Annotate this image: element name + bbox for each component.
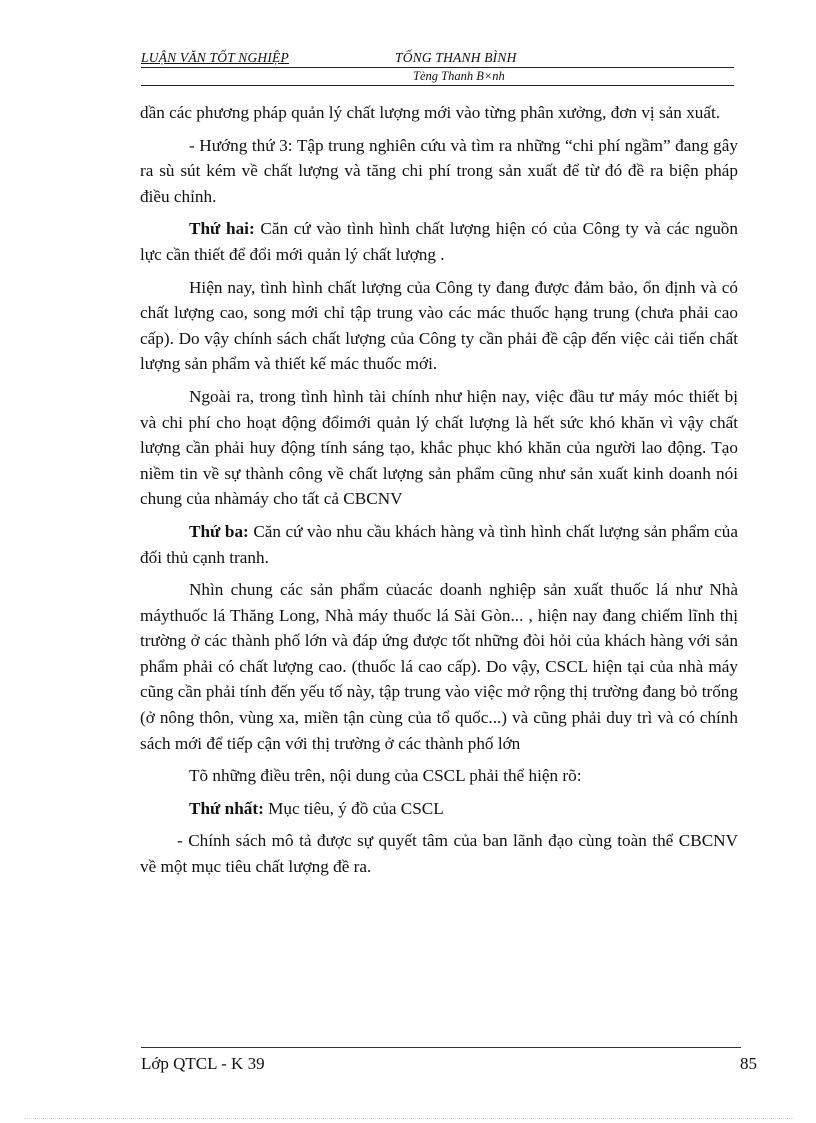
paragraph bbox=[140, 763, 738, 789]
paragraph bbox=[140, 133, 738, 210]
paragraph-text: dần các phương pháp quản lý chất lượng mới vào từng phân xưởng, đơn vị sản xuất. bbox=[140, 103, 721, 122]
paragraph bbox=[140, 275, 738, 377]
author-name-alt: Tèng Thanh B×nh bbox=[413, 69, 505, 83]
paragraph-text: Hiện nay, tình hình chất lượng của Công ty đang được đảm bảo, ổn định và có chất lượng cao, song mới chỉ tập trung vào các mác thuốc hạng trung (chưa phải cao cấp). Do vậy chính sách chất lượng của Công ty cần phải đề cập đến việc cải tiến chất lượng sản phẩm và thiết kế mác thuốc mới. bbox=[140, 277, 738, 374]
class-label: Lớp QTCL - K 39 bbox=[141, 1054, 265, 1073]
paragraph-text: Tõ những điều trên, nội dung của CSCL phải thể hiện rõ: bbox=[189, 766, 582, 786]
paragraph-text: Ngoài ra, trong tình hình tài chính như hiện nay, việc đầu tư máy móc thiết bị và chi phí cho hoạt động đổimới quản lý chất lượng là hết sức khó khăn vì vậy chất lượng cần phải huy động tính sáng tạo, khắc phục khó khăn của người lao động. Tạo niềm tin về sự thành công về chất lượng sản phẩm cũng như sản xuất kinh doanh nói chung của nhàmáy cho tất cả CBCNV bbox=[140, 386, 738, 509]
paragraph-bold: Thứ ba: bbox=[189, 521, 249, 541]
author-name: TỐNG THANH BÌNH bbox=[395, 50, 517, 65]
page-header bbox=[141, 49, 734, 87]
page-number: 85 bbox=[740, 1054, 757, 1073]
body-text bbox=[140, 100, 738, 887]
paragraph-text: - Chính sách mô tả được sự quyết tâm của ban lãnh đạo cùng toàn thể CBCNV về một mục tiêu chất lượng đề ra. bbox=[140, 831, 738, 877]
footer-divider bbox=[141, 1047, 741, 1048]
paragraph bbox=[140, 796, 738, 822]
paragraph bbox=[140, 384, 738, 512]
page-edge-divider bbox=[24, 1118, 794, 1119]
paragraph bbox=[140, 100, 738, 126]
thesis-label: LUẬN VĂN TỐT NGHIỆP bbox=[141, 50, 289, 65]
header-row bbox=[141, 49, 734, 68]
paragraph bbox=[140, 577, 738, 756]
paragraph-bold: Thứ hai: bbox=[189, 219, 255, 239]
paragraph-bold: Thứ nhất: bbox=[189, 798, 264, 818]
paragraph-text: Nhìn chung các sản phẩm củacác doanh nghiệp sản xuất thuốc lá như Nhà máythuốc lá Thăng Long, Nhà máy thuốc lá Sài Gòn... , hiện nay đang chiếm lĩnh thị trường ở các thành phố lớn và đáp ứng được tốt những đòi hỏi của khách hàng với sản phẩm phải có chất lượng cao. (thuốc lá cao cấp). Do vậy, CSCL hiện tại của nhà máy cũng cần phải tính đến yếu tố này, tập trung vào việc mở rộng thị trường đang bỏ trống (ở nông thôn, vùng xa, miền tận cùng của tổ quốc...) và cũng phải duy trì và có chính sách mới để tiếp cận với thị trường ở các thành phố lớn bbox=[140, 580, 738, 753]
paragraph-text: Căn cứ vào nhu cầu khách hàng và tình hình chất lượng sản phẩm của đối thủ cạnh tranh. bbox=[140, 521, 738, 567]
header-subrow bbox=[141, 69, 734, 86]
paragraph bbox=[140, 216, 738, 267]
paragraph-text: Căn cứ vào tình hình chất lượng hiện có của Công ty và các nguồn lực cần thiết để đổi mới quản lý chất lượng . bbox=[140, 219, 738, 264]
paragraph-text: Mục tiêu, ý đồ của CSCL bbox=[263, 798, 444, 818]
paragraph-text: - Hướng thứ 3: Tập trung nghiên cứu và tìm ra những “chi phí ngầm” đang gây ra sù sút kém về chất lượng và tăng chi phí trong sản xuất để từ đó đề ra biện pháp điều chỉnh. bbox=[140, 135, 738, 206]
paragraph bbox=[140, 828, 738, 879]
paragraph bbox=[140, 519, 738, 570]
